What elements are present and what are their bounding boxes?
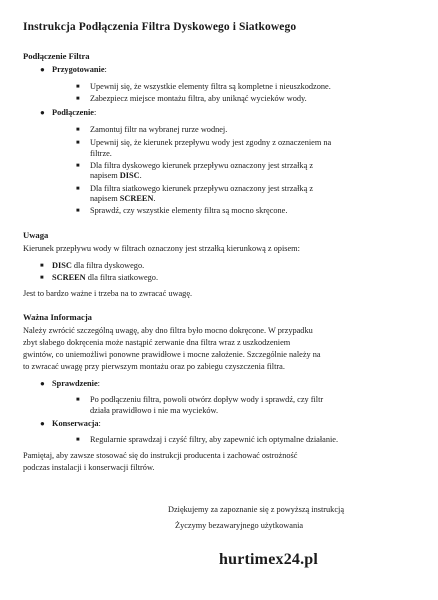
section-heading-uwaga: Uwaga	[23, 230, 49, 240]
bullet-dot: ●	[40, 379, 45, 388]
list-item	[52, 260, 144, 272]
list-item-continuation	[90, 170, 142, 182]
text: dla filtra siatkowego.	[85, 273, 159, 282]
paragraph: Jest to bardzo ważne i trzeba na to zwracać uwagę.	[23, 289, 193, 298]
bullet-dot: ●	[40, 108, 45, 117]
subsection-label: Podłączenie	[52, 108, 94, 117]
bullet-square: ■	[76, 127, 80, 133]
list-item-continuation: filtrze.	[90, 149, 112, 158]
bullet-square: ■	[40, 263, 44, 269]
bullet-square: ■	[76, 140, 80, 146]
bullet-square: ■	[40, 275, 44, 281]
list-item: Zamontuj filtr na wybranej rurze wodnej.	[90, 125, 228, 134]
document-title: Instrukcja Podłączenia Filtra Dyskowego i Siatkowego	[23, 21, 297, 33]
thanks-line: Dziękujemy za zapoznanie się z powyższą instrukcją	[168, 505, 345, 514]
paragraph-line: Należy zwrócić szczególną uwagę, aby dno filtra było mocno dokręcone. W przypadku	[23, 326, 313, 335]
subsection-podlaczenie	[52, 107, 96, 119]
text: napisem	[90, 171, 120, 180]
list-item: Dla filtra siatkowego kierunek przepływu oznaczony jest strzałką z	[90, 184, 314, 193]
paragraph-line: to zwracać uwagę przy pierwszym montażu oraz po zabiegu czyszczenia filtra.	[23, 362, 285, 371]
list-item: Po podłączeniu filtra, powoli otwórz dopływ wody i sprawdź, czy filtr	[90, 395, 324, 404]
bullet-square: ■	[76, 208, 80, 214]
brand-logo-text: hurtimex24.pl	[219, 551, 319, 568]
paragraph-line: zbyt słabego dokręcenia może nastąpić zerwanie dna filtra wraz z uszkodzeniem	[23, 338, 291, 347]
list-item: Sprawdź, czy wszystkie elementy filtra są mocno skręcone.	[90, 206, 288, 215]
disc-label: DISC	[52, 261, 72, 270]
text: napisem	[90, 194, 120, 203]
list-item: Dla filtra dyskowego kierunek przepływu oznaczony jest strzałką z	[90, 161, 314, 170]
section-heading-wazna-informacja: Ważna Informacja	[23, 312, 92, 322]
list-item	[52, 272, 158, 284]
wish-line: Życzymy bezawaryjnego użytkowania	[175, 521, 304, 530]
label-suffix: :	[97, 379, 100, 388]
subsection-label: Konserwacja	[52, 419, 99, 428]
list-item: Upewnij się, że kierunek przepływu wody jest zgodny z oznaczeniem na	[90, 138, 332, 147]
label-suffix: :	[104, 65, 107, 74]
list-item: Regularnie sprawdzaj i czyść filtry, aby zapewnić ich optymalne działanie.	[90, 435, 339, 444]
label-suffix: :	[98, 419, 101, 428]
list-item: Upewnij się, że wszystkie elementy filtra są kompletne i nieuszkodzone.	[90, 82, 331, 91]
paragraph: Kierunek przepływu wody w filtrach oznaczony jest strzałką kierunkową z opisem:	[23, 244, 300, 253]
bullet-square: ■	[76, 186, 80, 192]
subsection-label: Sprawdzenie	[52, 379, 98, 388]
text: dla filtra dyskowego.	[71, 261, 145, 270]
text: .	[139, 171, 142, 180]
bullet-square: ■	[76, 96, 80, 102]
label-suffix: :	[93, 108, 97, 117]
paragraph-line: podczas instalacji i konserwacji filtrów.	[23, 463, 155, 472]
bullet-square: ■	[76, 84, 80, 90]
screen-label: SCREEN	[52, 273, 86, 282]
subsection-label: Przygotowanie	[52, 65, 105, 74]
subsection-konserwacja	[52, 418, 101, 430]
bullet-dot: ●	[40, 65, 45, 74]
paragraph-line: gwintów, co uniemożliwi ponowne prawidłowe i mocne założenie. Szczególnie należy na	[23, 350, 321, 359]
text: .	[153, 194, 156, 203]
disc-label: DISC	[119, 171, 140, 180]
list-item: Zabezpiecz miejsce montażu filtra, aby uniknąć wycieków wody.	[90, 94, 307, 103]
subsection-sprawdzenie	[52, 378, 100, 390]
bullet-square: ■	[76, 397, 80, 403]
subsection-przygotowanie	[52, 64, 107, 76]
bullet-dot: ●	[40, 419, 45, 428]
list-item-continuation: działa prawidłowo i nie ma wycieków.	[90, 406, 219, 415]
section-heading-podlaczenie-filtra: Podłączenie Filtra	[23, 51, 90, 61]
list-item-continuation	[90, 193, 155, 205]
bullet-square: ■	[76, 437, 80, 443]
screen-label: SCREEN	[119, 194, 154, 203]
paragraph-line: Pamiętaj, aby zawsze stosować się do instrukcji producenta i zachować ostrożność	[23, 451, 298, 460]
bullet-square: ■	[76, 163, 80, 169]
